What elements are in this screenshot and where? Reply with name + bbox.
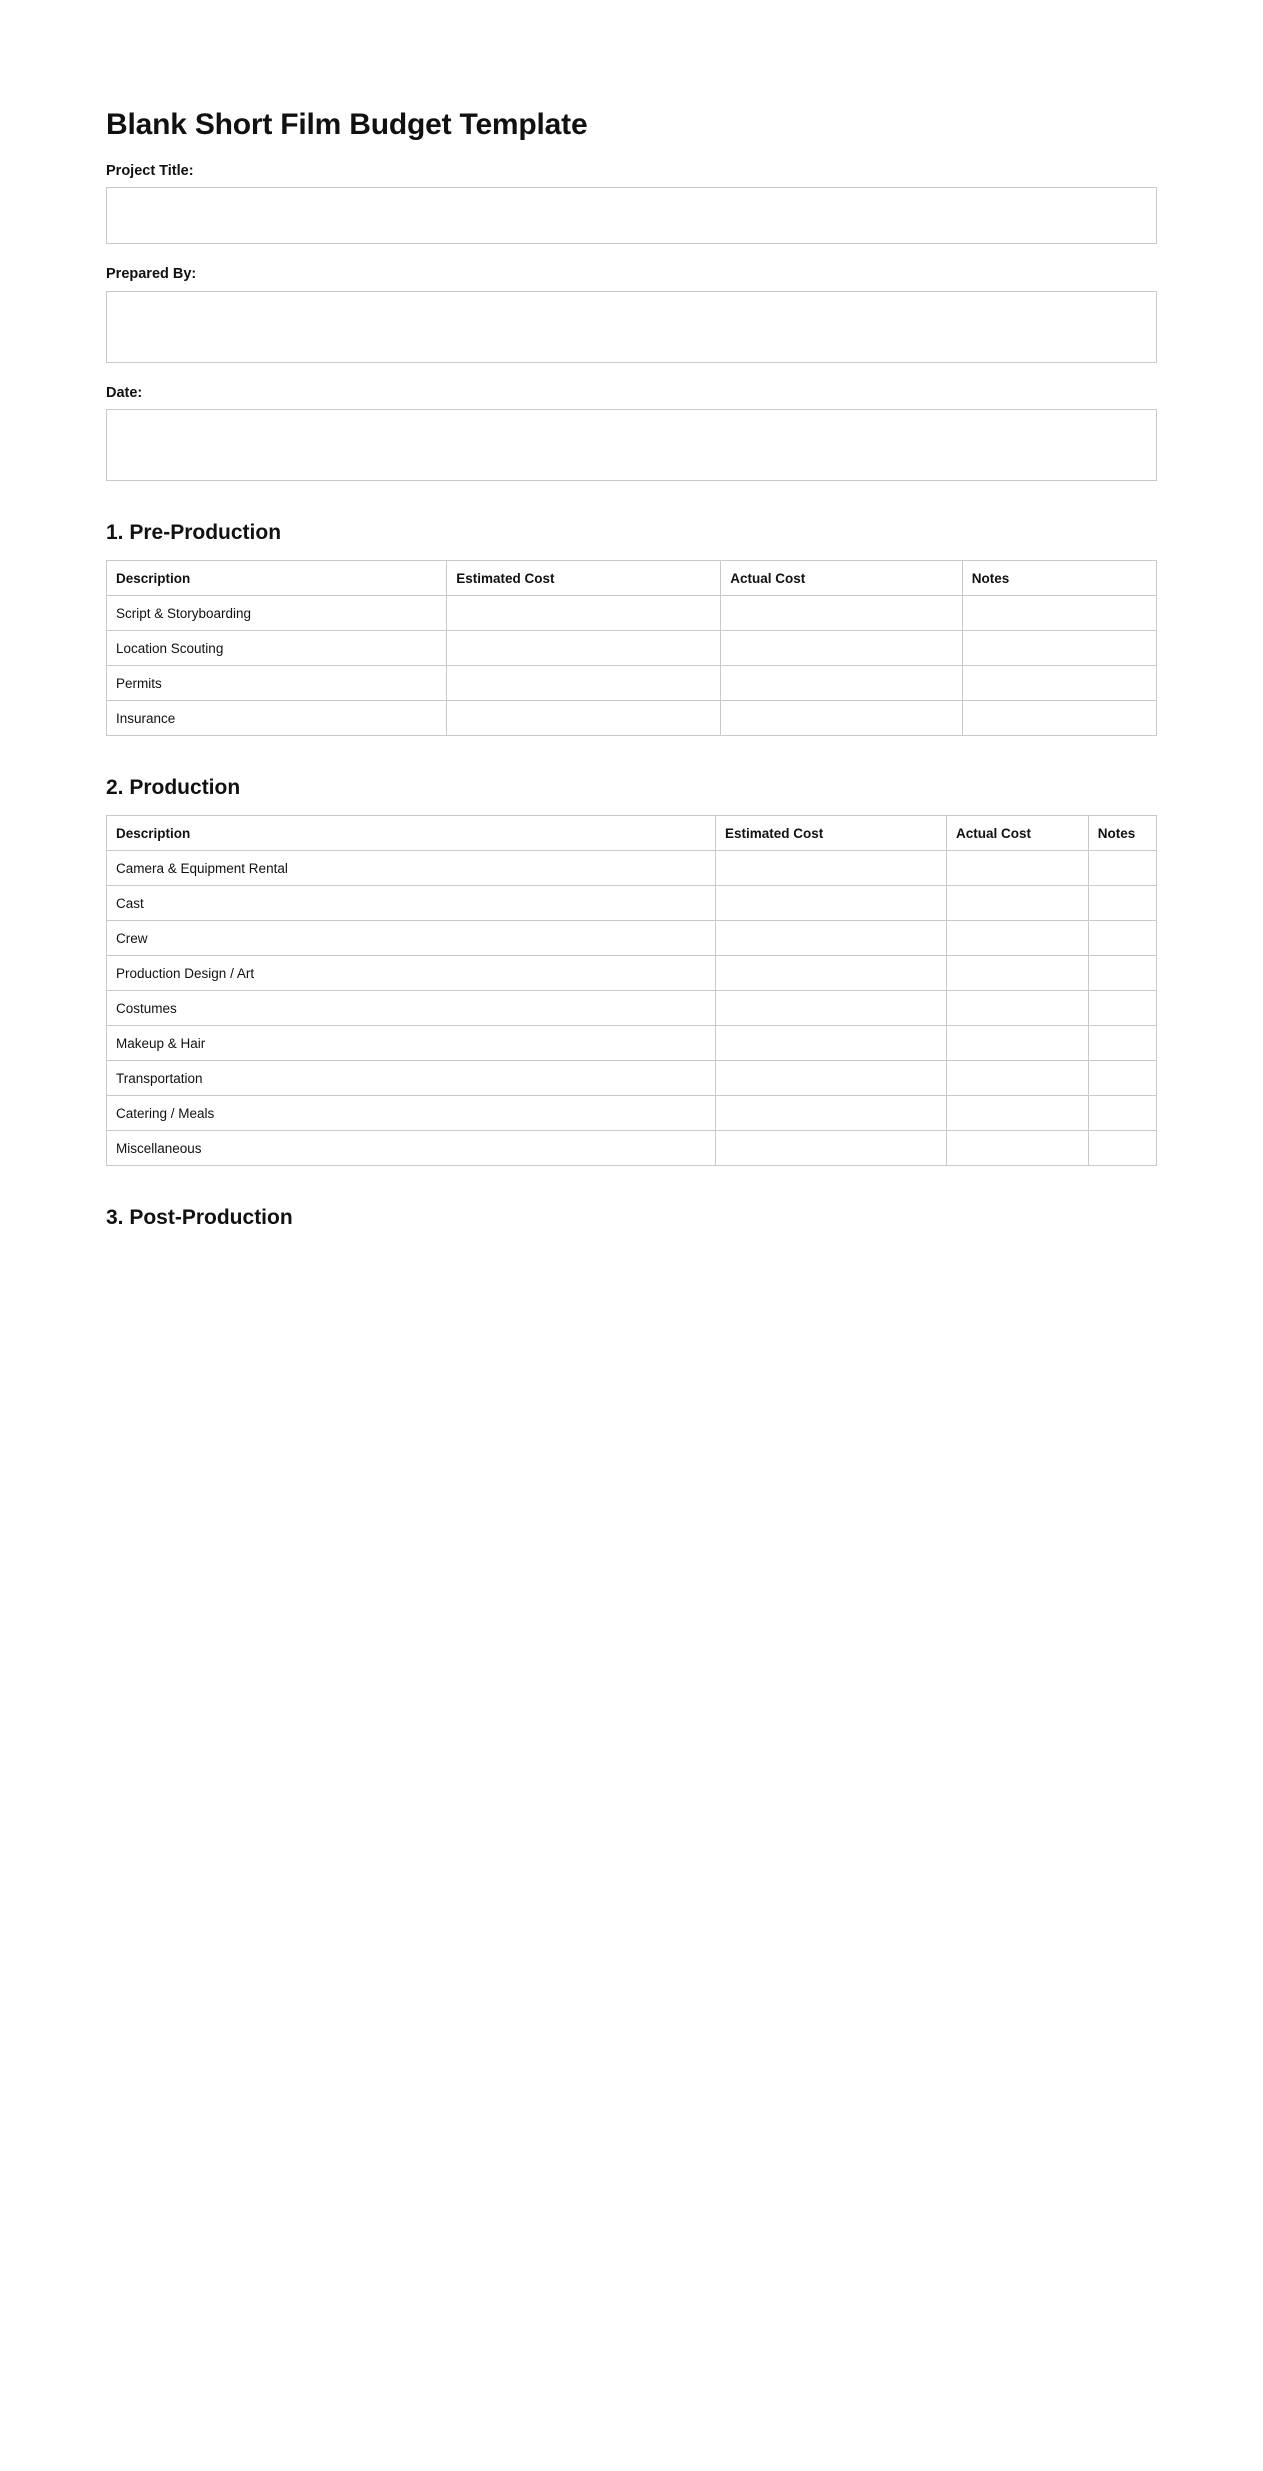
prepared-by-input[interactable] [106, 291, 1157, 363]
cell-notes[interactable] [962, 701, 1156, 736]
cell-actual-cost[interactable] [721, 631, 963, 666]
field-label-prepared-by: Prepared By: [106, 266, 197, 283]
cell-actual-cost[interactable] [947, 1096, 1089, 1131]
table-row [107, 666, 1157, 701]
cell-description: Permits [107, 666, 447, 701]
cell-description: Insurance [107, 701, 447, 736]
project-title-input[interactable] [106, 187, 1157, 244]
cell-description: Production Design / Art [107, 956, 716, 991]
section-heading-pre-production: 1. Pre-Production [106, 521, 282, 545]
field-date [106, 385, 1157, 481]
cell-estimated-cost[interactable] [716, 1061, 947, 1096]
column-header-notes: Notes [962, 561, 1156, 596]
cell-notes[interactable] [962, 666, 1156, 701]
table-pre-production [106, 560, 1157, 736]
cell-estimated-cost[interactable] [447, 596, 721, 631]
table-header-row [107, 816, 1157, 851]
table-row [107, 596, 1157, 631]
table-row [107, 956, 1157, 991]
section-heading-production: 2. Production [106, 776, 241, 800]
cell-estimated-cost[interactable] [716, 921, 947, 956]
table-row [107, 1131, 1157, 1166]
table-row [107, 1096, 1157, 1131]
section-heading-post-production: 3. Post-Production [106, 1206, 293, 1230]
cell-estimated-cost[interactable] [447, 631, 721, 666]
table-row [107, 886, 1157, 921]
cell-estimated-cost[interactable] [716, 956, 947, 991]
table-production [106, 815, 1157, 1166]
table-row [107, 631, 1157, 666]
table-row [107, 1026, 1157, 1061]
cell-description: Crew [107, 921, 716, 956]
cell-notes[interactable] [1088, 1096, 1156, 1131]
cell-actual-cost[interactable] [721, 666, 963, 701]
field-project-title [106, 163, 1157, 244]
column-header-actual-cost: Actual Cost [721, 561, 963, 596]
cell-notes[interactable] [962, 631, 1156, 666]
cell-description: Camera & Equipment Rental [107, 851, 716, 886]
table-row [107, 991, 1157, 1026]
page-title: Blank Short Film Budget Template [106, 108, 588, 141]
cell-estimated-cost[interactable] [716, 1131, 947, 1166]
cell-actual-cost[interactable] [947, 991, 1089, 1026]
cell-description: Makeup & Hair [107, 1026, 716, 1061]
cell-estimated-cost[interactable] [716, 851, 947, 886]
cell-notes[interactable] [962, 596, 1156, 631]
cell-actual-cost[interactable] [947, 886, 1089, 921]
cell-description: Location Scouting [107, 631, 447, 666]
cell-notes[interactable] [1088, 991, 1156, 1026]
cell-actual-cost[interactable] [947, 851, 1089, 886]
cell-description: Transportation [107, 1061, 716, 1096]
date-input[interactable] [106, 409, 1157, 481]
cell-actual-cost[interactable] [947, 1061, 1089, 1096]
cell-actual-cost[interactable] [947, 956, 1089, 991]
column-header-description: Description [107, 816, 716, 851]
cell-notes[interactable] [1088, 921, 1156, 956]
cell-estimated-cost[interactable] [447, 701, 721, 736]
cell-notes[interactable] [1088, 1061, 1156, 1096]
cell-description: Cast [107, 886, 716, 921]
cell-estimated-cost[interactable] [716, 1096, 947, 1131]
column-header-estimated-cost: Estimated Cost [716, 816, 947, 851]
cell-estimated-cost[interactable] [716, 1026, 947, 1061]
cell-notes[interactable] [1088, 1026, 1156, 1061]
column-header-description: Description [107, 561, 447, 596]
field-label-date: Date: [106, 384, 143, 401]
cell-estimated-cost[interactable] [716, 886, 947, 921]
cell-description: Miscellaneous [107, 1131, 716, 1166]
cell-notes[interactable] [1088, 956, 1156, 991]
cell-actual-cost[interactable] [947, 1131, 1089, 1166]
table-header-row [107, 561, 1157, 596]
cell-estimated-cost[interactable] [447, 666, 721, 701]
column-header-actual-cost: Actual Cost [947, 816, 1089, 851]
table-row [107, 1061, 1157, 1096]
column-header-estimated-cost: Estimated Cost [447, 561, 721, 596]
cell-estimated-cost[interactable] [716, 991, 947, 1026]
cell-description: Costumes [107, 991, 716, 1026]
cell-actual-cost[interactable] [721, 596, 963, 631]
cell-description: Catering / Meals [107, 1096, 716, 1131]
column-header-notes: Notes [1088, 816, 1156, 851]
table-row [107, 921, 1157, 956]
field-label-project-title: Project Title: [106, 163, 194, 179]
cell-notes[interactable] [1088, 1131, 1156, 1166]
table-row [107, 851, 1157, 886]
cell-notes[interactable] [1088, 851, 1156, 886]
cell-actual-cost[interactable] [721, 701, 963, 736]
cell-actual-cost[interactable] [947, 1026, 1089, 1061]
cell-actual-cost[interactable] [947, 921, 1089, 956]
table-row [107, 701, 1157, 736]
cell-notes[interactable] [1088, 886, 1156, 921]
cell-description: Script & Storyboarding [107, 596, 447, 631]
field-prepared-by [106, 266, 1157, 362]
